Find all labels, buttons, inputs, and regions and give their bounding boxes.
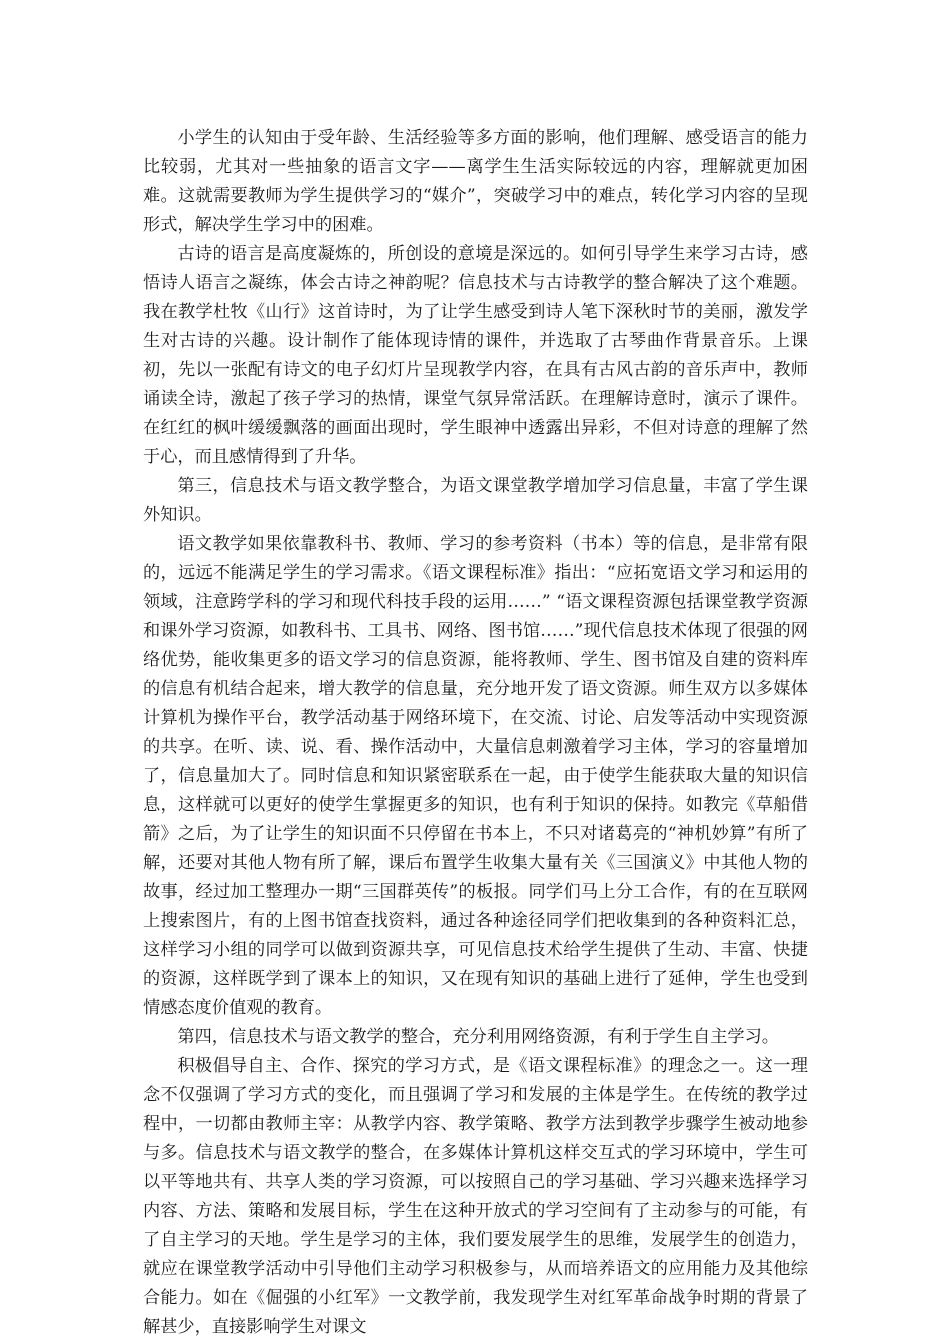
section-heading-paragraph: 第四，信息技术与语文教学的整合，充分利用网络资源，有利于学生自主学习。 xyxy=(177,1027,779,1047)
document-body xyxy=(143,124,808,1342)
paragraph: 古诗的语言是高度凝炼的，所创设的意境是深远的。如何引导学生来学习古诗，感悟诗人语言之凝练，体会古诗之神韵呢？信息技术与古诗教学的整合解决了这个难题。我在教学杜牧《山行》这首诗时，为了让学生感受到诗人笔下深秋时节的美丽，激发学生对古诗的兴趣。设计制作了能体现诗情的课件，并选取了古琴曲作背景音乐。上课初，先以一张配有诗文的电子幻灯片呈现教学内容，在具有古风古韵的音乐声中，教师诵读全诗，激起了孩子学习的热情，课堂气氛异常活跃。在理解诗意时，演示了课件。在红红的枫叶缓缓飘落的画面出现时，学生眼神中透露出异彩，不但对诗意的理解了然于心，而且感情得到了升华。 xyxy=(143,244,808,467)
paragraph: 语文教学如果依靠教科书、教师、学习的参考资料（书本）等的信息，是非常有限的，远远不能满足学生的学习需求。《语文课程标准》指出：“应拓宽语文学习和运用的领域，注意跨学科的学习和现代科技手段的运用……” “语文课程资源包括课堂教学资源和课外学习资源，如教科书、工具书、网络、图书馆……”现代信息技术体现了很强的网络优势，能收集更多的语文学习的信息资源，能将教师、学生、图书馆及自建的资料库的信息有机结合起来，增大教学的信息量，充分地开发了语文资源。师生双方以多媒体计算机为操作平台，教学活动基于网络环境下，在交流、讨论、启发等活动中实现资源的共享。在听、读、说、看、操作活动中，大量信息刺激着学习主体，学习的容量增加了，信息量加大了。同时信息和知识紧密联系在一起，由于使学生能获取大量的知识信息，这样就可以更好的使学生掌握更多的知识，也有利于知识的保持。如教完《草船借箭》之后，为了让学生的知识面不只停留在书本上，不只对诸葛亮的“神机妙算”有所了解，还要对其他人物有所了解，课后布置学生收集大量有关《三国演义》中其他人物的故事，经过加工整理办一期“三国群英传”的板报。同学们马上分工合作，有的在互联网上搜索图片，有的上图书馆查找资料，通过各种途径同学们把收集到的各种资料汇总，这样学习小组的同学可以做到资源共享，可见信息技术给学生提供了生动、丰富、快捷的资源，这样既学到了课本上的知识，又在现有知识的基础上进行了延伸，学生也受到情感态度价值观的教育。 xyxy=(143,534,808,1018)
section-heading-paragraph: 第三，信息技术与语文教学整合，为语文课堂教学增加学习信息量，丰富了学生课外知识。 xyxy=(143,476,808,525)
paragraph: 积极倡导自主、合作、探究的学习方式，是《语文课程标准》的理念之一。这一理念不仅强调了学习方式的变化，而且强调了学习和发展的主体是学生。在传统的教学过程中，一切都由教师主宰：从教学内容、教学策略、教学方法到教学步骤学生被动地参与多。信息技术与语文教学的整合，在多媒体计算机这样交互式的学习环境中，学生可以平等地共有、共享人类的学习资源，可以按照自己的学习基础、学习兴趣来选择学习内容、方法、策略和发展目标，学生在这种开放式的学习空间有了主动参与的可能，有了自主学习的天地。学生是学习的主体，我们要发展学生的思维，发展学生的创造力，就应在课堂教学活动中引导他们主动学习积极参与，从而培养语文的应用能力及其他综合能力。如在《倔强的小红军》一文教学前，我发现学生对红军革命战争时期的背景了解甚少，直接影响学生对课文 xyxy=(143,1056,808,1337)
paragraph: 小学生的认知由于受年龄、生活经验等多方面的影响，他们理解、感受语言的能力比较弱，尤其对一些抽象的语言文字——离学生生活实际较远的内容，理解就更加困难。这就需要教师为学生提供学习的“媒介”，突破学习中的难点，转化学习内容的呈现形式，解决学生学习中的困难。 xyxy=(143,128,808,235)
